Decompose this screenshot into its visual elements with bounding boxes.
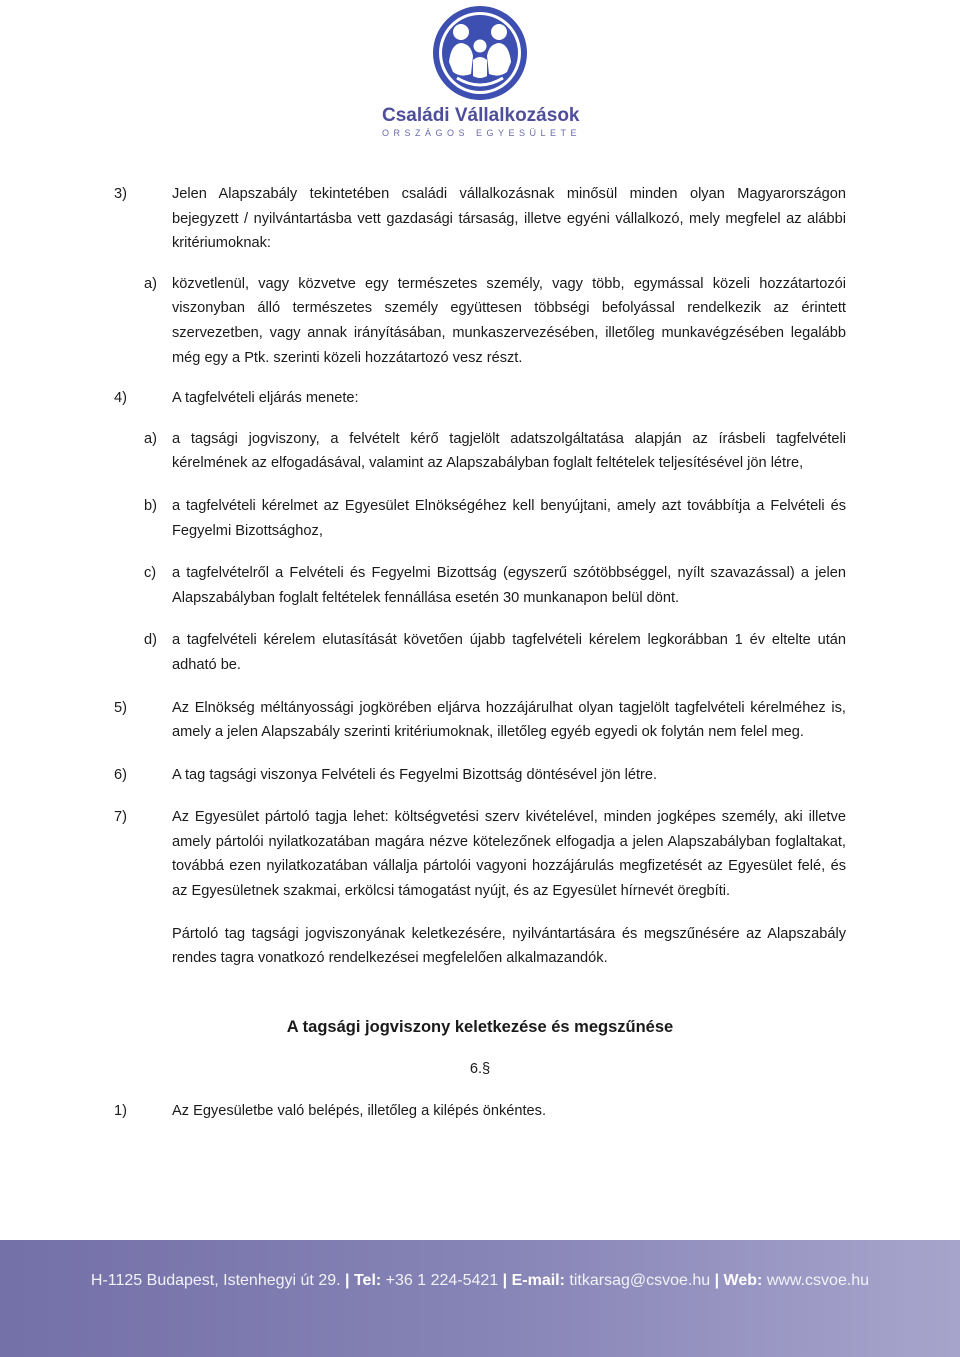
sub-letter: a) — [144, 275, 157, 292]
sub-text: közvetlenül, vagy közvetve egy természetes személy, vagy több, egymással közeli hozzátartozói viszonyban álló természetes személy együttesen többségi befolyással rendelkezik az érintett szervezetben, vagy annak irányításában, munkaszervezésében, illetőleg munkavégzésében legalább még egy a Ptk. szerinti közeli hozzátartozó vesz részt. — [172, 275, 846, 366]
sub-letter: c) — [144, 565, 157, 582]
footer-email: titkarsag@csvoe.hu — [569, 1272, 711, 1289]
organization-logo — [382, 4, 582, 140]
clause-5 — [114, 696, 846, 745]
family-logo-icon — [431, 4, 529, 102]
clause-3-a — [114, 272, 846, 370]
clause-3 — [114, 182, 846, 256]
sub-letter: b) — [144, 497, 157, 514]
section-heading: A tagsági jogviszony keletkezése és megszűnése — [286, 1017, 674, 1036]
page-footer — [0, 1240, 960, 1357]
clause-text: Az Egyesület pártoló tagja lehet: költségvetési szerv kivételével, minden jogképes személy, aki illetve amely pártolói nyilatkozatában magára nézve kötelezőnek elfogadja a jelen Alapszabályban foglaltakat, továbbá ezen nyilatkozatában vállalja pártolói vagyoni hozzájárulás megfizetését az Egyesület felé, és az Egyesületnek szakmai, erkölcsi támogatást nyújt, és az Egyesület hírnevét öregbíti. — [172, 809, 846, 900]
sub-letter: d) — [144, 632, 157, 649]
sub-text: a tagfelvételi kérelem elutasítását követően újabb tagfelvételi kérelem legkorábban 1 év eltelte után adható be. — [172, 632, 846, 673]
section-6-clause-1 — [114, 1099, 846, 1124]
clause-4-d — [114, 628, 846, 677]
logo-title: Családi Vállalkozások — [382, 105, 580, 126]
footer-separator: | — [345, 1272, 350, 1289]
footer-web-label: Web: — [723, 1272, 763, 1289]
clause-4 — [114, 386, 846, 411]
clause-6 — [114, 763, 846, 788]
sub-text: a tagfelvételi kérelmet az Egyesület Elnökségéhez kell benyújtani, amely azt továbbítja a Felvételi és Fegyelmi Bizottsághoz, — [172, 497, 846, 539]
clause-number: 7) — [114, 809, 127, 826]
clause-text: A tagfelvételi eljárás menete: — [172, 390, 359, 407]
document-body — [114, 182, 846, 1124]
clause-4-b — [114, 494, 846, 543]
clause-number: 5) — [114, 699, 127, 716]
footer-separator: | — [714, 1272, 720, 1289]
clause-text: Az Elnökség méltányossági jogkörében eljárva hozzájárulhat olyan tagjelölt tagfelvételi kérelméhez is, amely a jelen Alapszabály szerinti kritériumoknak, illetőleg egyéb egyedi ok folytán nem felel meg. — [172, 699, 846, 741]
clause-7 — [114, 805, 846, 903]
section-number: 6.§ — [469, 1061, 491, 1078]
footer-email-label: E-mail: — [511, 1272, 565, 1289]
clause-4-a — [114, 427, 846, 476]
clause-text: Az Egyesületbe való belépés, illetőleg a kilépés önkéntes. — [172, 1103, 547, 1120]
footer-tel: +36 1 224-5421 — [385, 1272, 499, 1289]
clause-number: 1) — [114, 1103, 127, 1120]
clause-7-paragraph: Pártoló tag tagsági jogviszonyának keletkezésére, nyilvántartására és megszűnésére az Alapszabály rendes tagra vonatkozó rendelkezései megfelelően alkalmazandók. — [172, 925, 846, 967]
footer-tel-label: Tel: — [353, 1272, 382, 1289]
footer-web: www.csvoe.hu — [766, 1272, 870, 1289]
footer-separator: | — [502, 1272, 508, 1289]
logo-subtitle: ORSZÁGOS EGYESÜLETE — [382, 128, 582, 138]
clause-number: 4) — [114, 390, 127, 407]
clause-text: A tag tagsági viszonya Felvételi és Fegyelmi Bizottság döntésével jön létre. — [172, 766, 658, 783]
footer-contact — [0, 1272, 960, 1290]
clause-number: 6) — [114, 766, 127, 783]
sub-text: a tagfelvételről a Felvételi és Fegyelmi Bizottság (egyszerű szótöbbséggel, nyílt szavazással) a jelen Alapszabályban foglalt feltételek fennállása esetén 30 munkanapon belül dönt. — [172, 565, 846, 606]
clause-4-c — [114, 561, 846, 610]
sub-text: a tagsági jogviszony, a felvételt kérő tagjelölt adatszolgáltatása alapján az írásbeli tagfelvételi kérelmének az elfogadásával, valamint az Alapszabályban foglalt feltételek teljesítésével jön létre, — [172, 430, 846, 472]
clause-number: 3) — [114, 186, 127, 202]
sub-letter: a) — [144, 430, 157, 447]
footer-address: H-1125 Budapest, Istenhegyi út 29. — [90, 1272, 341, 1289]
clause-text: Jelen Alapszabály tekintetében családi vállalkozásnak minősül minden olyan Magyarországon bejegyzett / nyilvántartásba vett gazdasági társaság, illetve egyéni vállalkozó, mely megfelel az alábbi kritériumoknak: — [172, 186, 846, 252]
